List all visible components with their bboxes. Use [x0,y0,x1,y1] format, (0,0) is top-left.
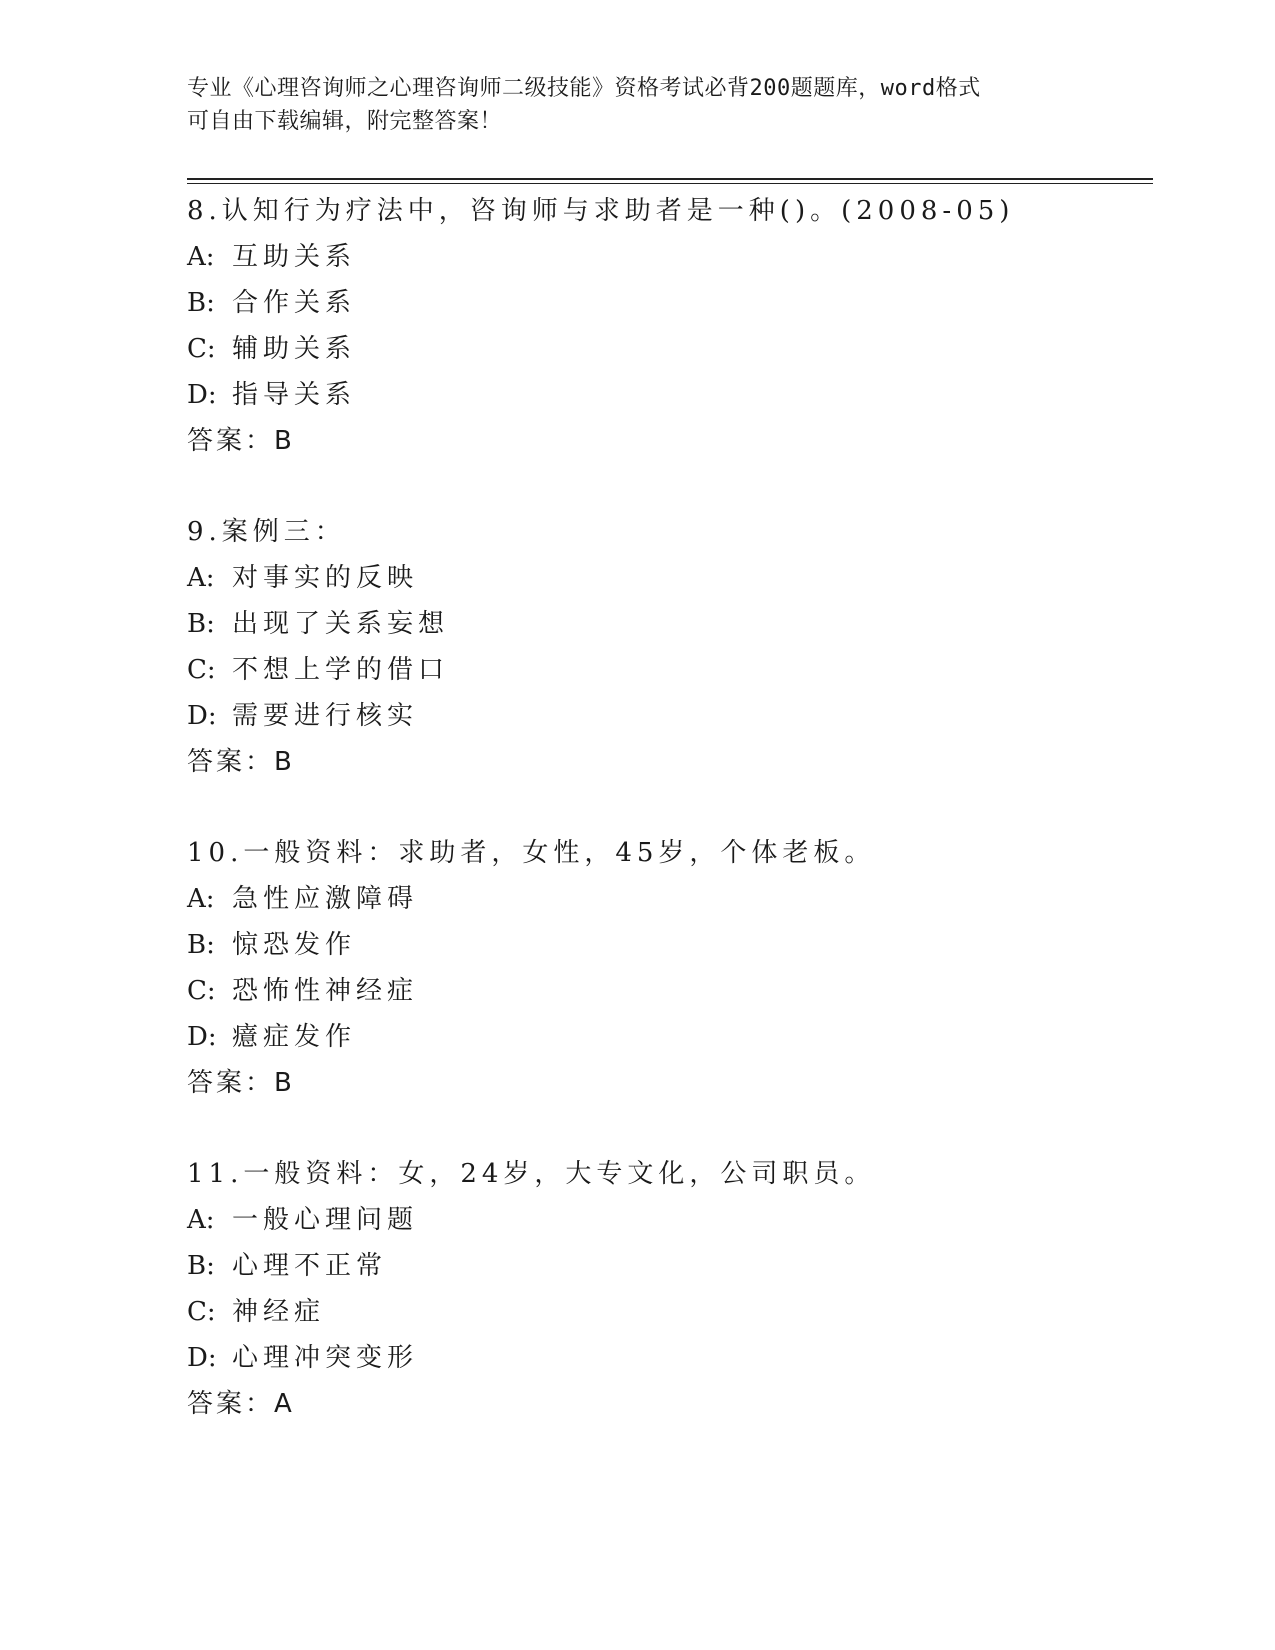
option-d [187,1335,1153,1381]
option-label: B: [187,930,215,960]
option-label: D: [187,1022,217,1052]
option-label: D: [187,701,217,731]
header-divider-thick [187,178,1153,180]
option-label: A: [187,1205,215,1235]
option-c [187,326,1153,372]
option-a [187,1197,1153,1243]
answer-value: B [274,747,293,777]
answer-value: A [274,1389,293,1419]
option-text: 出现了关系妄想 [232,609,450,639]
option-label: C: [187,655,216,685]
option-label: B: [187,1251,215,1281]
question-item [187,509,1153,785]
option-c [187,968,1153,1014]
option-text: 心理不正常 [232,1251,388,1281]
option-text: 合作关系 [232,288,357,318]
answer-prefix: 答案： [187,747,275,777]
option-label: D: [187,1343,217,1373]
option-text: 需要进行核实 [232,701,419,731]
option-b [187,922,1153,968]
question-list [187,188,1153,1472]
option-text: 对事实的反映 [232,563,419,593]
question-item [187,1151,1153,1427]
option-label: C: [187,334,216,364]
document-header [187,72,1087,138]
answer-value: B [274,1068,293,1098]
answer-line [187,739,1153,785]
option-text: 急性应激障碍 [232,884,419,914]
option-b [187,1243,1153,1289]
option-text: 心理冲突变形 [232,1343,419,1373]
option-text: 互助关系 [232,242,357,272]
question-stem: 9.案例三： [187,517,346,547]
question-stem: 8.认知行为疗法中，咨询师与求助者是一种()。(2008-05) [187,196,1015,226]
answer-prefix: 答案： [187,1068,275,1098]
answer-prefix: 答案： [187,1389,275,1419]
answer-line [187,418,1153,464]
option-c [187,1289,1153,1335]
answer-prefix: 答案： [187,426,275,456]
question-item [187,188,1153,464]
question-stem: 10.一般资料：求助者，女性，45岁，个体老板。 [187,838,876,868]
option-b [187,601,1153,647]
option-c [187,647,1153,693]
option-d [187,693,1153,739]
option-text: 辅助关系 [232,334,357,364]
header-line-1: 专业《心理咨询师之心理咨询师二级技能》资格考试必背200题题库，word格式 [187,76,981,101]
question-stem: 11.一般资料：女，24岁，大专文化，公司职员。 [187,1159,876,1189]
option-label: C: [187,1297,216,1327]
option-d [187,1014,1153,1060]
option-text: 癔症发作 [232,1022,357,1052]
option-label: A: [187,884,215,914]
option-text: 一般心理问题 [232,1205,419,1235]
option-a [187,876,1153,922]
option-text: 恐怖性神经症 [232,976,419,1006]
question-item [187,830,1153,1106]
option-b [187,280,1153,326]
header-divider-thin [187,183,1153,184]
option-text: 不想上学的借口 [232,655,450,685]
answer-line [187,1060,1153,1106]
option-a [187,234,1153,280]
option-label: B: [187,288,215,318]
header-line-2: 可自由下载编辑，附完整答案！ [187,109,503,134]
option-text: 神经症 [232,1297,326,1327]
option-text: 惊恐发作 [232,930,357,960]
option-label: B: [187,609,215,639]
option-label: D: [187,380,217,410]
option-d [187,372,1153,418]
option-a [187,555,1153,601]
option-label: A: [187,563,215,593]
answer-value: B [274,426,293,456]
option-label: C: [187,976,216,1006]
option-text: 指导关系 [232,380,357,410]
option-label: A: [187,242,215,272]
answer-line [187,1381,1153,1427]
